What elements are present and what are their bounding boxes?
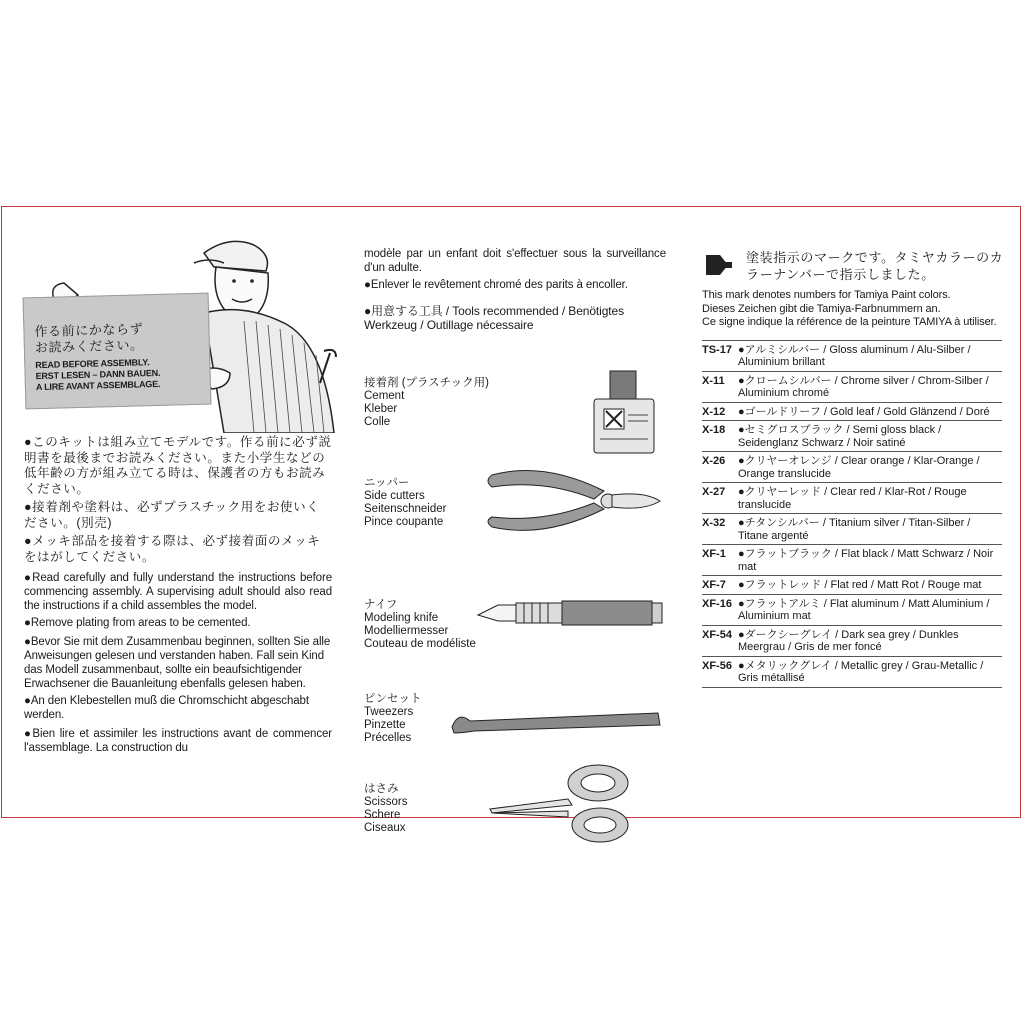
paint-intro-jp: 塗装指示のマークです。タミヤカラーのカラーナンバーで指示しました。 bbox=[746, 250, 1004, 282]
paint-code: XF-16 bbox=[702, 597, 732, 610]
tool-tweezers-en: Tweezers bbox=[364, 706, 414, 718]
paint-row bbox=[702, 482, 1002, 513]
instruction-panel bbox=[1, 206, 1021, 834]
paint-code: X-32 bbox=[702, 517, 726, 529]
jp-note-3: ●メッキ部品を接着する際は、必ず接着面のメッキをはがしてください。 bbox=[24, 534, 321, 564]
paint-desc: ●フラットアルミ / Flat aluminum / Matt Aluminium / Aluminium mat bbox=[738, 597, 990, 622]
tool-cement-de: Kleber bbox=[364, 403, 398, 415]
fr-note-1: ●Bien lire et assimiler les instructions avant de commencer l'assemblage. La construction du bbox=[24, 728, 332, 754]
paint-row bbox=[702, 544, 1002, 575]
paint-intro-de: Dieses Zeichen gibt die Tamiya-Farbnummern an. bbox=[702, 302, 941, 315]
tool-cement-fr: Colle bbox=[364, 416, 391, 428]
paint-desc: ●フラットブラック / Flat black / Matt Schwarz / Noir mat bbox=[738, 548, 994, 573]
tool-tweezers-fr: Précelles bbox=[364, 732, 412, 744]
right-column bbox=[702, 247, 1002, 688]
tool-cutters-en: Side cutters bbox=[364, 490, 425, 502]
tool-scissors-en: Scissors bbox=[364, 796, 408, 808]
paint-row bbox=[702, 451, 1002, 482]
paint-desc: ●クリヤーレッド / Clear red / Klar-Rot / Rouge translucide bbox=[738, 486, 967, 511]
paint-desc: ●クロームシルバー / Chrome silver / Chrom-Silber / Aluminium chromé bbox=[738, 374, 989, 399]
jp-note-2: ●接着剤や塗料は、必ずプラスチック用をお使いください。(別売) bbox=[24, 500, 320, 530]
paint-code: X-27 bbox=[702, 486, 726, 498]
paint-desc: ●メタリックグレイ / Metallic grey / Grau-Metallic / Gris métallisé bbox=[738, 659, 984, 684]
tool-knife bbox=[364, 599, 476, 651]
paint-intro-fr: Ce signe indique la référence de la peinture TAMIYA à utiliser. bbox=[702, 316, 997, 328]
sign-jp-line-1: 作る前にかならず bbox=[34, 321, 144, 340]
paint-desc: ●ゴールドリーフ / Gold leaf / Gold Glänzend / Doré bbox=[738, 405, 990, 418]
paint-row bbox=[702, 594, 1002, 625]
paint-desc: ●ダークシーグレイ / Dark sea grey / Dunkles Meergrau / Gris de mer foncé bbox=[738, 628, 959, 653]
tool-cement-en: Cement bbox=[364, 390, 405, 402]
paint-row bbox=[702, 625, 1002, 656]
sign-jp-line-2: お読みください。 bbox=[34, 337, 144, 356]
middle-column bbox=[364, 247, 666, 834]
tool-scissors bbox=[364, 783, 407, 835]
tweezers-icon bbox=[448, 703, 666, 753]
paint-desc: ●アルミシルバー / Gloss aluminum / Alu-Silber / Aluminium brillant bbox=[738, 343, 971, 368]
paint-row bbox=[702, 402, 1002, 421]
paint-row bbox=[702, 513, 1002, 544]
paint-code: X-11 bbox=[702, 374, 725, 387]
paint-code: XF-54 bbox=[702, 628, 732, 641]
paint-row bbox=[702, 340, 1002, 371]
paint-intro-en: This mark denotes numbers for Tamiya Paint colors. bbox=[702, 289, 951, 301]
tool-cement bbox=[364, 377, 489, 429]
scissors-icon bbox=[488, 761, 638, 845]
fr-plating-note: ●Enlever le revêtement chromé des parits à encoller. bbox=[364, 279, 628, 291]
de-note-2: ●An den Klebestellen muß die Chromschicht abgeschabt werden. bbox=[24, 695, 309, 721]
en-note-2: ●Remove plating from areas to be cemented. bbox=[24, 617, 251, 629]
tool-scissors-jp: はさみ bbox=[364, 783, 399, 795]
paint-code: X-26 bbox=[702, 455, 726, 467]
de-note-1: ●Bevor Sie mit dem Zusammenbau beginnen, sollten Sie alle Anweisungen gelesen und verstanden haben. Fall sein Kind das Modell zusammenbaut, sollte ein beaufsichtigender Erwachsener die Bauanleitung ebenfalls gelesen haben. bbox=[24, 636, 331, 690]
tool-tweezers bbox=[364, 693, 422, 745]
paint-desc: ●クリヤーオレンジ / Clear orange / Klar-Orange / Orange translucide bbox=[738, 455, 980, 480]
jp-note-1: ●このキットは組み立てモデルです。作る前に必ず説明書を最後までお読みください。また小学生などの低年齢の方が組み立てる時は、保護者の方もお読みください。 bbox=[24, 435, 332, 496]
side-cutters-icon bbox=[484, 461, 666, 541]
paint-row bbox=[702, 575, 1002, 594]
paint-row bbox=[702, 371, 1002, 402]
tool-cutters-fr: Pince coupante bbox=[364, 516, 444, 528]
paint-brush-mark-icon bbox=[702, 251, 732, 277]
paint-code: TS-17 bbox=[702, 343, 732, 356]
tool-cutters-de: Seitenschneider bbox=[364, 503, 447, 515]
paint-code: X-18 bbox=[702, 424, 726, 436]
paint-desc: ●セミグロスブラック / Semi gloss black / Seidenglanz Schwarz / Noir satiné bbox=[738, 424, 942, 449]
paint-table bbox=[702, 340, 1002, 688]
left-column-text bbox=[24, 435, 332, 758]
paint-desc: ●チタンシルバー / Titanium silver / Titan-Silber / Titane argenté bbox=[738, 517, 971, 542]
tool-knife-jp: ナイフ bbox=[364, 599, 398, 611]
tool-knife-en: Modeling knife bbox=[364, 612, 439, 624]
tool-tweezers-de: Pinzette bbox=[364, 719, 406, 731]
tool-scissors-fr: Ciseaux bbox=[364, 822, 406, 834]
tool-side-cutters bbox=[364, 477, 446, 529]
tool-cement-jp: 接着剤 (プラスチック用) bbox=[364, 377, 489, 389]
fr-note-continued: modèle par un enfant doit s'effectuer sous la surveillance d'un adulte. bbox=[364, 248, 666, 274]
paint-row bbox=[702, 420, 1002, 451]
sign-de: ERST LESEN – DANN BAUEN. bbox=[35, 367, 161, 382]
paint-row bbox=[702, 656, 1002, 687]
tool-scissors-de: Schere bbox=[364, 809, 401, 821]
cement-bottle-icon bbox=[590, 369, 660, 457]
tools-list bbox=[364, 369, 666, 834]
paint-code: XF-1 bbox=[702, 548, 726, 560]
en-note-1: ●Read carefully and fully understand the instructions before commencing assembly. A supervising adult should also read the instructions if a child assembles the model. bbox=[24, 572, 332, 612]
tool-cutters-jp: ニッパー bbox=[364, 477, 410, 489]
modeling-knife-icon bbox=[476, 591, 666, 635]
paint-mark-header bbox=[702, 247, 1002, 285]
sign-en: READ BEFORE ASSEMBLY. bbox=[35, 357, 150, 371]
sign-fr: A LIRE AVANT ASSEMBLAGE. bbox=[35, 378, 161, 393]
tool-knife-fr: Couteau de modéliste bbox=[364, 638, 476, 650]
paint-code: XF-56 bbox=[702, 659, 732, 672]
paint-code: XF-7 bbox=[702, 579, 726, 591]
tools-header: ●用意する工具 / Tools recommended / Benötigtes Werkzeug / Outillage nécessaire bbox=[364, 304, 625, 332]
paint-code: X-12 bbox=[702, 405, 726, 418]
read-first-sign bbox=[23, 293, 212, 410]
tool-knife-de: Modelliermesser bbox=[364, 625, 449, 637]
paint-desc: ●フラットレッド / Flat red / Matt Rot / Rouge mat bbox=[738, 579, 982, 591]
tool-tweezers-jp: ピンセット bbox=[364, 693, 422, 705]
